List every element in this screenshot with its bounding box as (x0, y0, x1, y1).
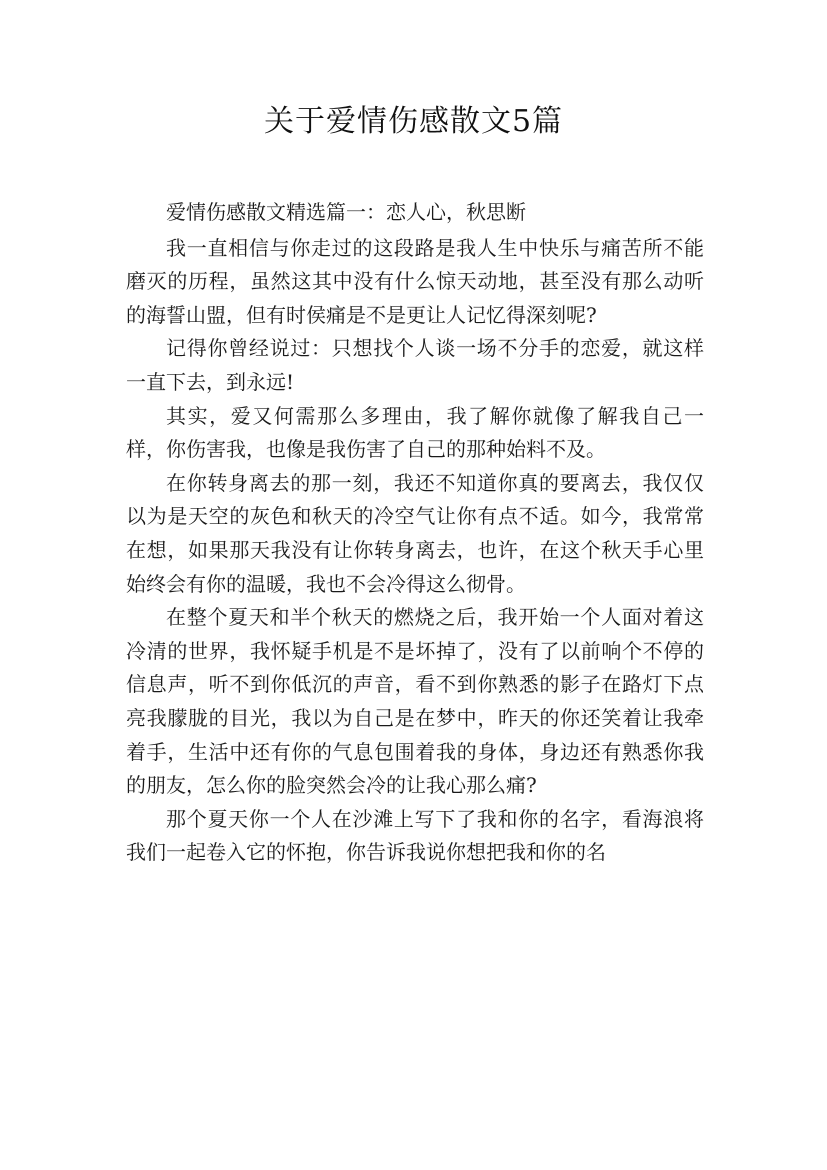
paragraph: 记得你曾经说过：只想找个人谈一场不分手的恋爱，就这样一直下去，到永远! (126, 336, 704, 394)
section-heading: 爱情伤感散文精选篇一：恋人心，秋思断 (166, 200, 526, 224)
paragraph: 在你转身离去的那一刻，我还不知道你真的要离去，我仅仅以为是天空的灰色和秋天的冷空气让你有点不适。如今，我常常在想，如果那天我没有让你转身离去，也许，在这个秋天手心里始终会有你的温暖，我也不会冷得这么彻骨。 (126, 470, 704, 596)
paragraph: 那个夏天你一个人在沙滩上写下了我和你的名字，看海浪将我们一起卷入它的怀抱，你告诉我说你想把我和你的名 (126, 806, 704, 865)
paragraph: 我一直相信与你走过的这段路是我人生中快乐与痛苦所不能磨灭的历程，虽然这其中没有什么惊天动地，甚至没有那么动听的海誓山盟，但有时侯痛是不是更让人记忆得深刻呢? (126, 235, 704, 327)
paragraph: 其实，爱又何需那么多理由，我了解你就像了解我自己一样，你伤害我，也像是我伤害了自己的那种始料不及。 (126, 403, 704, 462)
document-title: 关于爱情伤感散文5篇 (263, 104, 564, 139)
document-body (126, 196, 704, 870)
paragraph: 在整个夏天和半个秋天的燃烧之后，我开始一个人面对着这冷清的世界，我怀疑手机是不是坏掉了，没有了以前响个不停的信息声，听不到你低沉的声音，看不到你熟悉的影子在路灯下点亮我朦胧的目光，我以为自己是在梦中，昨天的你还笑着让我牵着手，生活中还有你的气息包围着我的身体，身边还有熟悉你我的朋友，怎么你的脸突然会冷的让我心那么痛? (126, 605, 704, 798)
